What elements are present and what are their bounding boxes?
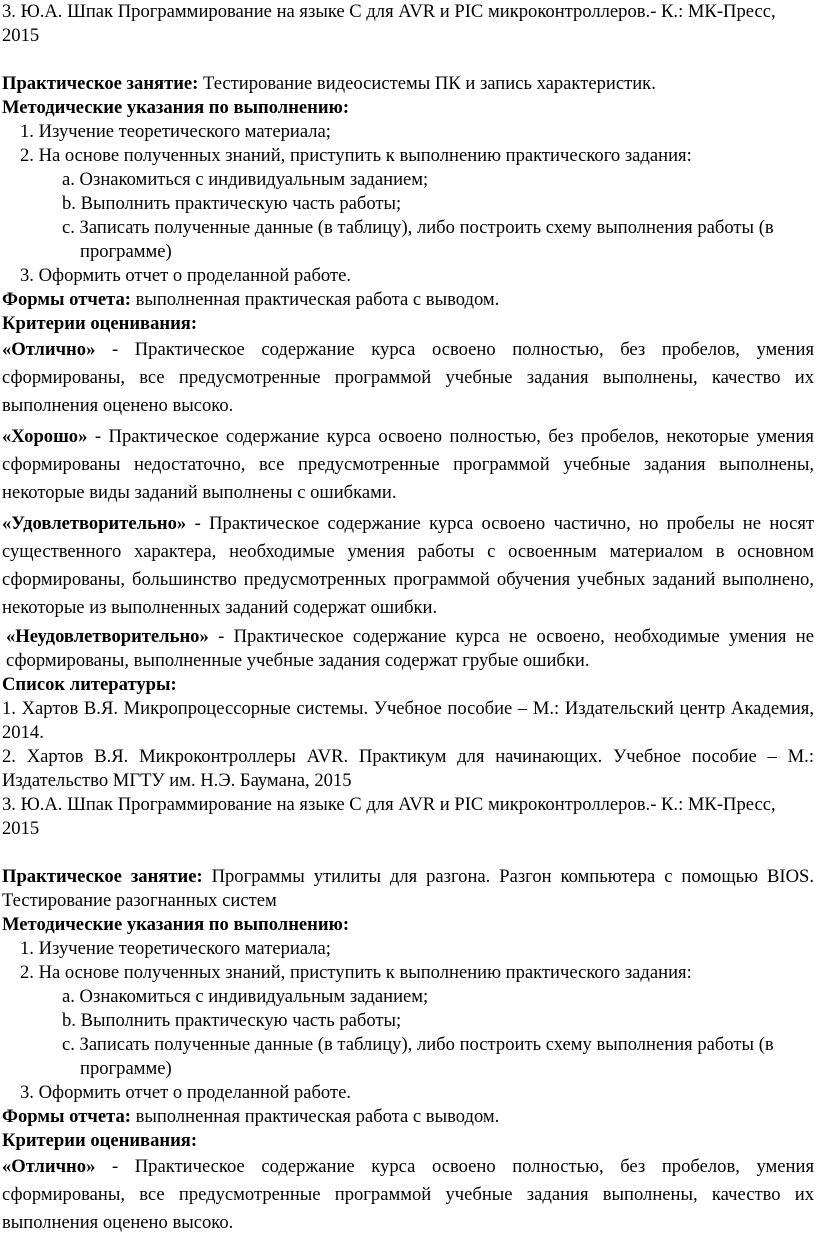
method-heading: Методические указания по выполнению: [2, 914, 350, 935]
forms-label: Формы отчета: [2, 1106, 131, 1127]
forms-label: Формы отчета: [2, 289, 131, 310]
method-heading: Методические указания по выполнению: [2, 97, 350, 118]
step-2c: c. Записать полученные данные (в таблицу), либо построить схему выполнения работы (в программе) [62, 217, 774, 262]
excellent-label: «Отлично» [2, 339, 96, 360]
literature-item-3: 3. Ю.А. Шпак Программирование на языке С для AVR и PIC микроконтроллеров.- К.: МК-Пресс, 2015 [2, 794, 776, 839]
literature-item-2: 2. Хартов В.Я. Микроконтроллеры AVR. Практикум для начинающих. Учебное пособие – М.: Издательство МГТУ им. Н.Э. Баумана, 2015 [2, 746, 814, 791]
practical-label: Практическое занятие: [2, 73, 199, 94]
forms-text: выполненная практическая работа с выводом. [130, 1106, 500, 1127]
reference-3-top: 3. Ю.А. Шпак Программирование на языке С для AVR и PIC микроконтроллеров.- К.: МК-Пресс, 2015 [2, 1, 776, 46]
forms-text: выполненная практическая работа с выводом. [130, 289, 500, 310]
step-3: 3. Оформить отчет о проделанной работе. [20, 265, 351, 286]
excellent-text: - Практическое содержание курса освоено полностью, без пробелов, умения сформированы, все предусмотренные программой учебные задания выполнены, качество их выполнения оценено высоко. [2, 339, 814, 416]
good-text: - Практическое содержание курса освоено полностью, без пробелов, некоторые умения сформированы недостаточно, все предусмотренные программой учебные задания выполнены, некоторые виды заданий выполнены с ошибками. [2, 426, 814, 503]
step-1: 1. Изучение теоретического материала; [20, 938, 331, 959]
blank-line [2, 841, 814, 865]
unsatisfactory-text: - Практическое содержание курса не освоено, необходимые умения не сформированы, выполненные учебные задания содержат грубые ошибки. [6, 626, 814, 671]
report-forms [2, 288, 814, 312]
criteria-heading: Критерии оценивания: [2, 313, 198, 334]
satisfactory-label: «Удовлетворительно» [2, 513, 187, 534]
criterion-excellent [2, 336, 814, 420]
practical-lesson-2 [2, 865, 814, 913]
excellent-label: «Отлично» [2, 1156, 96, 1177]
criterion-satisfactory [2, 510, 814, 622]
step-1: 1. Изучение теоретического материала; [20, 121, 331, 142]
good-label: «Хорошо» [2, 426, 88, 447]
practical-lesson-1 [2, 72, 814, 96]
literature-item-1: 1. Хартов В.Я. Микропроцессорные системы. Учебное пособие – М.: Издательский центр Академия, 2014. [2, 698, 814, 743]
criterion-unsatisfactory [2, 625, 814, 673]
step-2c: c. Записать полученные данные (в таблицу), либо построить схему выполнения работы (в программе) [62, 1034, 774, 1079]
step-2: 2. На основе полученных знаний, приступить к выполнению практического задания: [20, 962, 692, 983]
step-2a: a. Ознакомиться с индивидуальным заданием; [62, 169, 429, 190]
criterion-excellent [2, 1153, 814, 1237]
blank-line [2, 48, 814, 72]
step-2: 2. На основе полученных знаний, приступить к выполнению практического задания: [20, 145, 692, 166]
practical-topic: Тестирование видеосистемы ПК и запись характеристик. [198, 73, 656, 94]
criteria-heading: Критерии оценивания: [2, 1130, 198, 1151]
satisfactory-text: - Практическое содержание курса освоено частично, но пробелы не носят существенного характера, необходимые умения работы с освоенным материалом в основном сформированы, большинство предусмотренных программой обучения учебных заданий выполнено, некоторые из выполненных заданий содержат ошибки. [2, 513, 814, 618]
practical-label: Практическое занятие: [2, 866, 203, 887]
step-2a: a. Ознакомиться с индивидуальным заданием; [62, 986, 429, 1007]
excellent-text: - Практическое содержание курса освоено полностью, без пробелов, умения сформированы, все предусмотренные программой учебные задания выполнены, качество их выполнения оценено высоко. [2, 1156, 814, 1233]
unsatisfactory-label: «Неудовлетворительно» [6, 626, 209, 647]
criterion-good [2, 423, 814, 507]
step-2b: b. Выполнить практическую часть работы; [62, 193, 402, 214]
practical-topic: Программы утилиты для разгона. Разгон компьютера с помощью BIOS. Тестирование разогнанных систем [2, 866, 814, 911]
step-2b: b. Выполнить практическую часть работы; [62, 1010, 402, 1031]
step-3: 3. Оформить отчет о проделанной работе. [20, 1082, 351, 1103]
literature-heading: Список литературы: [2, 674, 177, 695]
report-forms [2, 1105, 814, 1129]
